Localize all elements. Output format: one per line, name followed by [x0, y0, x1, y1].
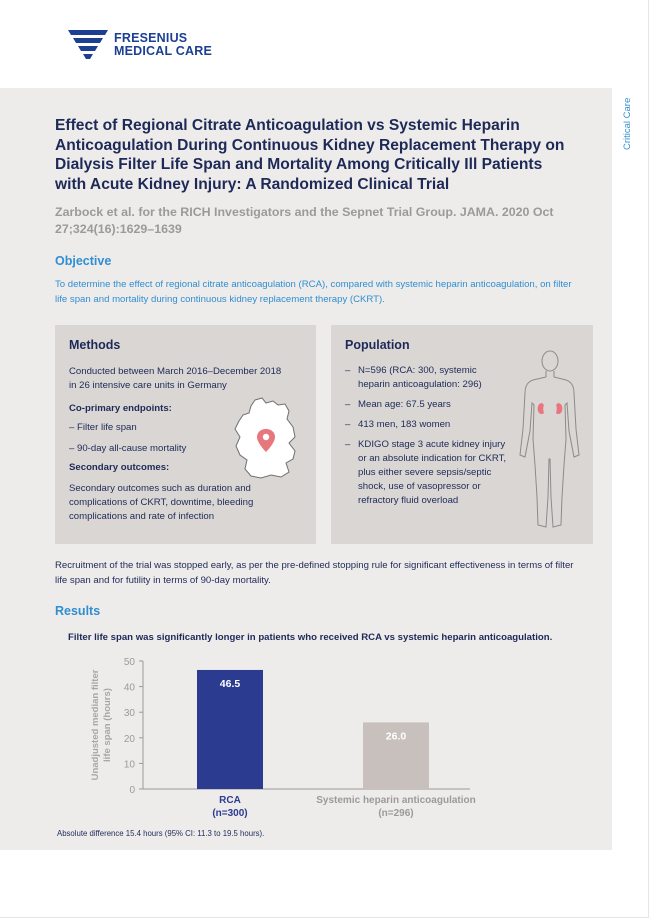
methods-conducted: Conducted between March 2016–December 2018 in 26 intensive care units in Germany: [69, 366, 282, 391]
page-title: Effect of Regional Citrate Anticoagulation vs Systemic Heparin Anticoagulation During Continuous Kidney Replacement Therapy on Dialysis Filter Life Span and Mortality Among Critically Ill Patients with Acute Kidney Injury: A Randomized Clinical Trial: [55, 117, 565, 193]
results-finding: Filter life span was significantly longer in patients who received RCA vs systemic heparin anticoagulation.: [68, 632, 553, 643]
population-item: Mean age: 67.5 years: [358, 399, 451, 410]
category-sublabel: (n=300): [212, 808, 248, 819]
coprimary-heading: Co-primary endpoints:: [69, 403, 172, 414]
population-dash: –: [345, 419, 351, 430]
y-tick-label: 30: [123, 708, 135, 720]
objective-text: To determine the effect of regional citrate anticoagulation (RCA), compared with systemic heparin anticoagulation, on filter life span and mortality during continuous kidney replacement therapy (CKRT).: [55, 279, 572, 305]
y-axis-label-line: Unadjusted median filter: [90, 669, 101, 781]
y-tick-label: 0: [129, 785, 135, 796]
objective-heading: Objective: [55, 254, 112, 268]
coprimary-item: – 90-day all-cause mortality: [69, 443, 187, 454]
population-dash: –: [345, 365, 351, 376]
coprimary-item: – Filter life span: [69, 422, 137, 433]
population-item: N=596 (RCA: 300, systemic heparin anticoagulation: 296): [358, 365, 482, 390]
population-dash: –: [345, 399, 351, 410]
population-dash: –: [345, 439, 351, 450]
bar-value-label: 26.0: [385, 730, 407, 743]
y-tick-label: 40: [123, 682, 135, 694]
category-label: Systemic heparin anticoagulation: [316, 795, 476, 806]
results-heading: Results: [55, 604, 101, 618]
population-item: 413 men, 183 women: [358, 419, 451, 430]
population-item: KDIGO stage 3 acute kidney injury or an absolute indication for CKRT, plus either severe sepsis/septic shock, use of vasopressor or refractory fluid overload: [358, 439, 507, 506]
recruitment-note: Recruitment of the trial was stopped early, as per the pre-defined stopping rule for significant effectiveness in terms of filter life span and for futility in terms of 90-day mortality.: [55, 560, 574, 586]
methods-heading: Methods: [69, 338, 121, 352]
category-sublabel: (n=296): [378, 808, 414, 819]
brand-line-2: MEDICAL CARE: [114, 44, 213, 58]
population-heading: Population: [345, 338, 410, 352]
side-category-label: [622, 88, 636, 150]
y-axis-label-line: life span (hours): [102, 688, 113, 762]
bar-value-label: 46.5: [219, 677, 241, 690]
secondary-text: Secondary outcomes such as duration and complications of CKRT, downtime, bleeding complications and rate of infection: [69, 483, 254, 522]
absolute-difference-note: Absolute difference 15.4 hours (95% CI: 11.3 to 19.5 hours).: [57, 829, 265, 838]
y-axis-label: [90, 669, 113, 780]
category-label: RCA: [219, 795, 241, 806]
y-tick-label: 50: [123, 657, 135, 668]
secondary-heading: Secondary outcomes:: [69, 462, 170, 473]
side-category-text: Critical Care: [622, 97, 633, 150]
y-tick-label: 10: [123, 759, 135, 771]
citation: Zarbock et al. for the RICH Investigators and the Sepnet Trial Group. JAMA. 2020 Oct 27;324(16):1629–1639: [55, 205, 554, 236]
brand-line-1: FRESENIUS: [114, 31, 188, 45]
y-tick-label: 20: [123, 733, 135, 745]
